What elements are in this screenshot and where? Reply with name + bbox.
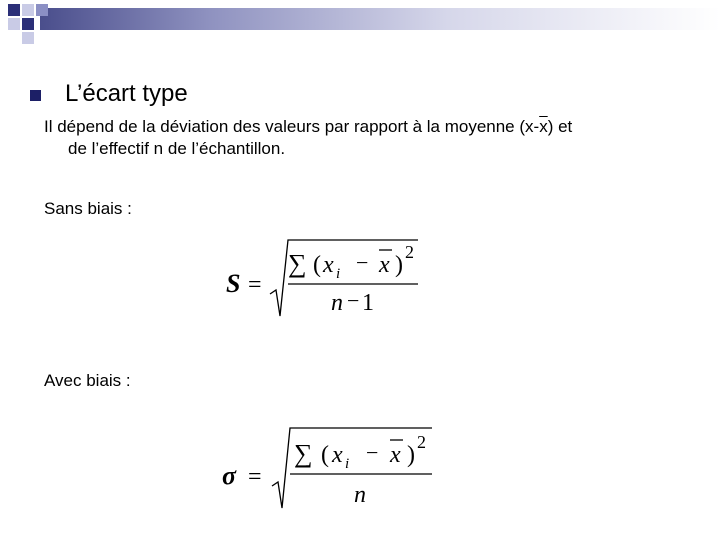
paragraph-line1-end: ) et <box>547 117 573 136</box>
sum-symbol: ∑ <box>288 249 307 278</box>
exponent-2: 2 <box>405 242 414 262</box>
paragraph-line2: de l’effectif n de l’échantillon. <box>68 139 286 158</box>
denominator-n: n <box>354 482 366 508</box>
denominator-minus: − <box>347 288 360 313</box>
denominator-one: 1 <box>362 290 374 316</box>
close-paren: ) <box>407 442 415 468</box>
header-square-light <box>22 4 34 16</box>
header-square-light <box>22 32 34 44</box>
header-square-light <box>8 18 20 30</box>
header-square-dark <box>22 18 34 30</box>
paragraph-line1-start: Il dépend de la déviation des valeurs par rapport à la moyenne (x- <box>44 117 540 136</box>
description-paragraph <box>44 116 694 160</box>
exponent-2: 2 <box>417 432 426 452</box>
header-square-mid <box>36 4 48 16</box>
open-paren: ( <box>321 442 329 468</box>
x-variable: x <box>323 252 334 278</box>
minus-sign: − <box>356 250 369 275</box>
bullet-item <box>30 80 188 108</box>
formula-equals: = <box>248 464 262 490</box>
close-paren: ) <box>395 252 403 278</box>
paragraph-xbar: $\overline{x}$ <box>539 117 548 136</box>
header-square-dark <box>8 4 20 16</box>
x-mean: x <box>390 442 401 468</box>
x-variable: x <box>332 442 343 468</box>
slide-heading: L’écart type <box>65 80 188 107</box>
label-biased: Avec biais : <box>44 371 131 390</box>
label-unbiased: Sans biais : <box>44 199 132 218</box>
open-paren: ( <box>313 252 321 278</box>
formula-equals: = <box>248 272 262 298</box>
formula-lhs: σ <box>222 461 237 490</box>
sum-symbol: ∑ <box>294 439 313 468</box>
denominator-n: n <box>331 290 343 316</box>
header-gradient-band <box>40 8 720 30</box>
subscript-i: i <box>345 456 350 472</box>
minus-sign: − <box>366 440 379 465</box>
subscript-i: i <box>336 266 341 282</box>
square-bullet-icon <box>30 90 41 101</box>
x-mean: x <box>379 252 390 278</box>
formula-lhs: S <box>226 269 241 298</box>
formula-unbiased <box>222 236 432 326</box>
formula-biased <box>218 424 443 514</box>
